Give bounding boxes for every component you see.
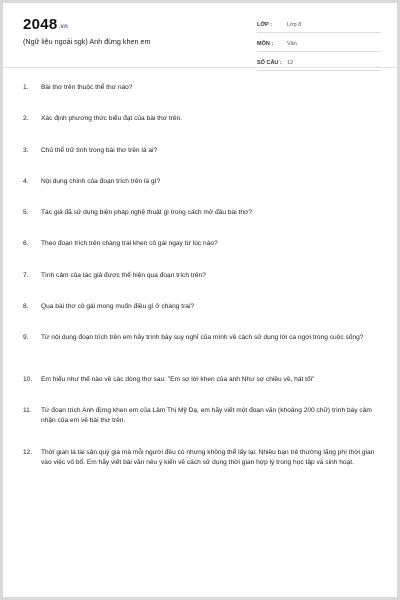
meta-label: LỚP : (257, 21, 272, 28)
question-item (23, 208, 381, 239)
question-item (23, 302, 381, 333)
question-item (23, 271, 381, 302)
question-text: Nội dung chính của đoạn trích trên là gì? (41, 178, 161, 185)
question-number: 5. (23, 209, 29, 216)
question-item (23, 375, 381, 406)
question-text: Bài thơ trên thuộc thể thơ nào? (41, 84, 133, 91)
question-text: Thời gian là tài sản quý giá mà mỗi người đều có nhưng không thể lấy lại. Nhiều bạn trẻ thường lãng phí thời gian vào việc vô bổ. Em hãy viết bài văn nêu ý kiến về cách sử dụng thời gian hợp lý trong học tập và sinh hoạt. (41, 449, 375, 467)
question-text: Từ nội dung đoạn trích trên em hãy trình bày suy nghĩ của mình về cách sử dụng lời ca ngợi trong cuộc sống? (41, 334, 364, 341)
question-text: Tác giả đã sử dụng biện pháp nghệ thuật gì trong cách mở đầu bài thơ? (41, 209, 253, 216)
document-title: (Ngữ liệu ngoài sgk) Anh đừng khen em (23, 37, 151, 46)
question-text: Chủ thể trữ tình trong bài thơ trên là ai? (41, 147, 158, 154)
question-number: 6. (23, 240, 29, 247)
question-item (23, 333, 381, 375)
meta-label: SỐ CÂU : (257, 59, 282, 66)
meta-value: 12 (287, 59, 294, 66)
meta-row-subject (257, 36, 381, 52)
question-text: Qua bài thơ cô gái mong muốn điều gì ở chàng trai? (41, 303, 195, 310)
question-number: 4. (23, 178, 29, 185)
question-text: Em hiểu như thế nào về các dòng thơ sau: "Em sợ lời khen của anh Như sợ chiều về, hát tối" (41, 376, 315, 383)
question-number: 7. (23, 272, 29, 279)
question-item (23, 177, 381, 208)
question-item (23, 146, 381, 177)
meta-row-class (257, 17, 381, 33)
question-item (23, 114, 381, 146)
question-number: 11. (23, 407, 32, 414)
meta-value: Văn (287, 40, 297, 47)
worksheet-page (3, 3, 397, 597)
meta-value: Lớp 8 (287, 21, 302, 28)
question-list (23, 83, 381, 469)
question-number: 8. (23, 303, 29, 310)
meta-row-count (257, 55, 381, 71)
logo-suffix: .vn (58, 24, 69, 30)
question-number: 12. (23, 449, 33, 456)
logo-text: 2048 (23, 16, 58, 33)
question-item (23, 406, 381, 448)
question-item (23, 83, 381, 114)
meta-label: MÔN : (257, 40, 274, 47)
question-item (23, 239, 381, 271)
question-text: Xác định phương thức biểu đạt của bài thơ trên. (41, 115, 183, 122)
question-text: Theo đoạn trích trên chàng trai khen cô gái ngay từ lúc nào? (41, 240, 218, 247)
question-number: 2. (23, 115, 29, 122)
question-number: 10. (23, 376, 33, 383)
meta-info (257, 17, 381, 74)
question-text: Từ đoạn trích Anh đừng khen em của Lâm Thị Mỹ Dạ, em hãy viết một đoạn văn (khoảng 200 chữ) trình bày cảm nhận của em về bài thơ trên. (41, 407, 372, 425)
question-number: 1. (23, 84, 29, 91)
question-number: 9. (23, 334, 29, 341)
header-divider (3, 67, 397, 68)
question-item (23, 448, 381, 469)
question-number: 3. (23, 147, 29, 154)
site-logo[interactable] (23, 16, 68, 33)
question-text: Tình cảm của tác giả được thể hiện qua đoạn trích trên? (41, 272, 206, 279)
